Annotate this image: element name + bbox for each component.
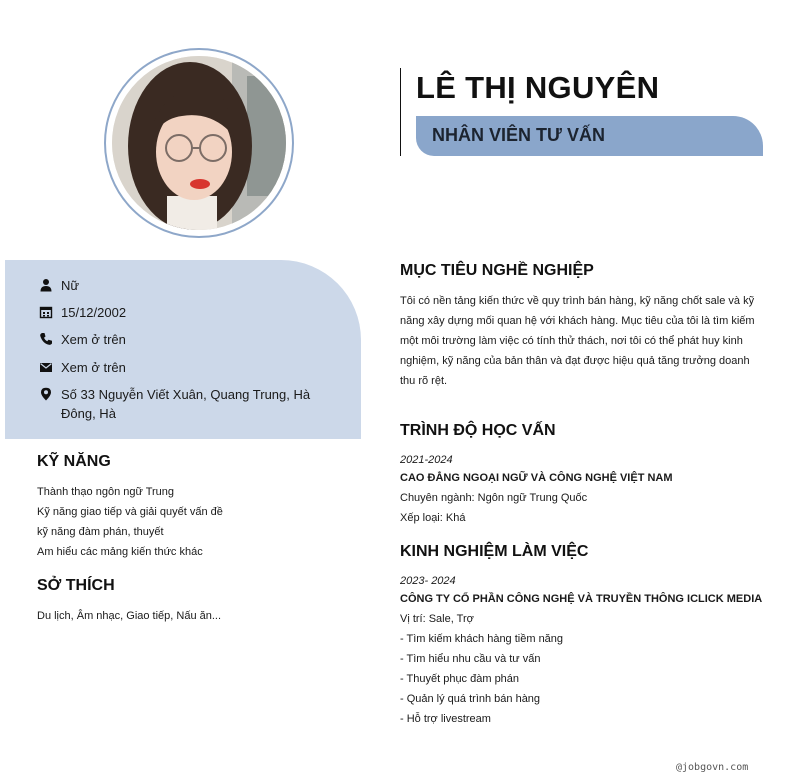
objective-text: Tôi có nền tảng kiến thức về quy trình bán hàng, kỹ năng chốt sale và kỹ năng xây dựng mối quan hệ với khách hàng. Mục tiêu của tôi là tìm kiếm một môi trường làm việc có tính thử thách, nơi tôi có thể phát huy kinh nghiệm, kỹ năng của bản thân và đạt được hiệu quả tăng trưởng doanh thu rõ rệt.	[400, 295, 755, 387]
name-divider	[400, 68, 401, 156]
person-icon	[39, 278, 53, 292]
skills-heading: KỸ NĂNG	[37, 453, 111, 470]
skill-item: Thành thạo ngôn ngữ Trung	[37, 486, 175, 498]
contact-address-line1: Số 33 Nguyễn Viết Xuân, Quang Trung, Hà	[61, 387, 311, 402]
contact-panel	[5, 260, 361, 439]
contact-phone: Xem ở trên	[61, 332, 126, 347]
objective-heading: MỤC TIÊU NGHỀ NGHIỆP	[400, 262, 594, 279]
education-major: Chuyên ngành: Ngôn ngữ Trung Quốc	[400, 492, 588, 504]
experience-duty: - Thuyết phục đàm phán	[400, 673, 520, 685]
experience-duty: - Tìm kiếm khách hàng tiềm năng	[400, 633, 564, 645]
education-heading: TRÌNH ĐỘ HỌC VẤN	[400, 422, 556, 439]
skill-item: kỹ năng đàm phán, thuyết	[37, 526, 164, 538]
avatar-frame	[104, 48, 294, 238]
experience-heading: KINH NGHIỆM LÀM VIỆC	[400, 543, 589, 560]
skill-item: Am hiểu các mảng kiến thức khác	[37, 546, 203, 558]
hobbies-heading: SỞ THÍCH	[37, 577, 115, 594]
education-grade: Xếp loại: Khá	[400, 512, 466, 524]
experience-position: Vị trí: Sale, Trợ	[400, 613, 474, 625]
calendar-icon	[39, 305, 53, 319]
experience-duty: - Tìm hiểu nhu cầu và tư vấn	[400, 653, 541, 665]
education-period: 2021-2024	[400, 454, 453, 466]
avatar	[112, 56, 286, 230]
experience-duty: - Quản lý quá trình bán hàng	[400, 693, 541, 705]
job-title-banner	[416, 116, 763, 156]
contact-email: Xem ở trên	[61, 360, 126, 375]
experience-period: 2023- 2024	[400, 575, 456, 587]
contact-address-line2: Đông, Hà	[61, 406, 116, 421]
contact-birthday: 15/12/2002	[61, 305, 127, 320]
skill-item: Kỹ năng giao tiếp và giải quyết vấn đề	[37, 506, 223, 518]
phone-icon	[39, 332, 53, 346]
experience-duty: - Hỗ trợ livestream	[400, 713, 491, 725]
hobbies-text: Du lịch, Âm nhạc, Giao tiếp, Nấu ăn...	[37, 610, 222, 622]
watermark: @jobgovn.com	[676, 762, 749, 773]
mail-icon	[39, 360, 53, 374]
location-pin-icon	[39, 387, 53, 401]
profile-photo	[112, 56, 286, 230]
experience-company: CÔNG TY CỔ PHẦN CÔNG NGHỆ VÀ TRUYỀN THÔNG ICLICK MEDIA	[400, 593, 763, 605]
education-school: CAO ĐẲNG NGOẠI NGỮ VÀ CÔNG NGHỆ VIỆT NAM	[400, 472, 673, 484]
job-title: NHÂN VIÊN TƯ VẤN	[432, 125, 605, 145]
contact-gender: Nữ	[61, 278, 80, 293]
candidate-name: LÊ THỊ NGUYÊN	[416, 70, 660, 105]
